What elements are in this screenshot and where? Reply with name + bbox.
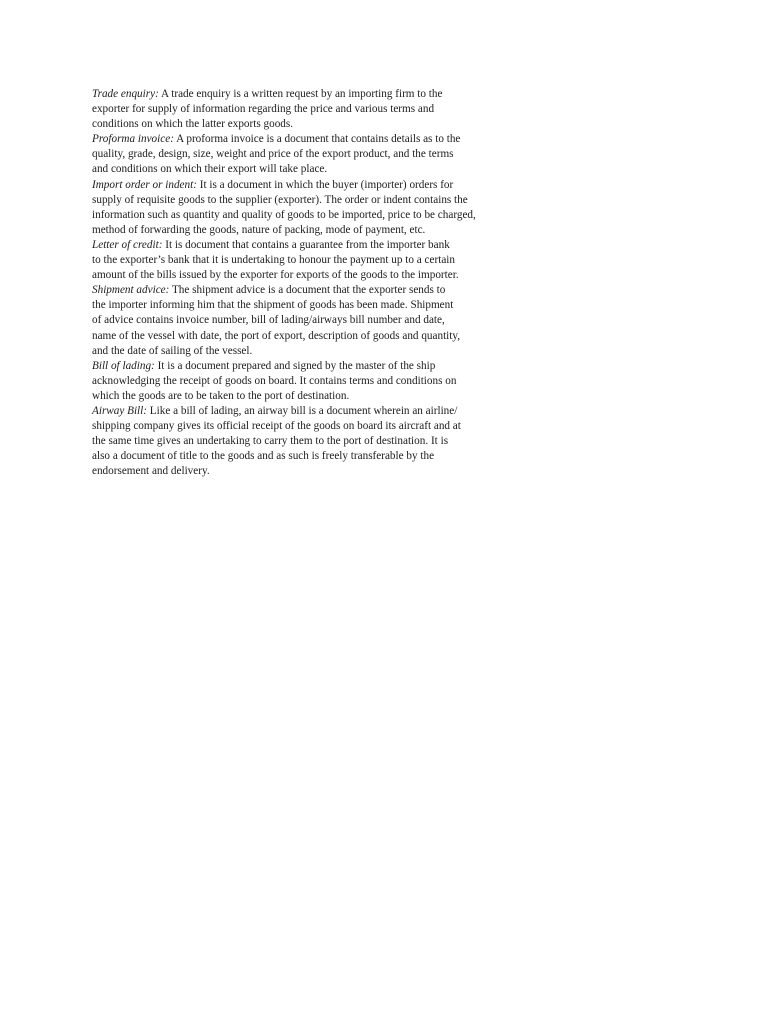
entry-text: endorsement and delivery. — [92, 465, 210, 478]
entry-shipment-advice — [92, 283, 522, 358]
entry-line — [92, 419, 522, 434]
entry-line — [92, 389, 522, 404]
entry-line — [92, 329, 522, 344]
entry-text: also a document of title to the goods and as such is freely transferable by the — [92, 450, 435, 463]
entry-text: exporter for supply of information regarding the price and various terms and — [92, 103, 435, 116]
entry-line — [92, 208, 522, 223]
entry-line — [92, 117, 522, 132]
entry-text: amount of the bills issued by the exporter for exports of the goods to the importer. — [92, 269, 459, 282]
entry-line — [92, 87, 522, 102]
entry-line — [92, 253, 522, 268]
entry-text: conditions on which the latter exports goods. — [92, 118, 294, 131]
entry-airway-bill — [92, 404, 522, 479]
entry-text: Like a bill of lading, an airway bill is a document wherein an airline/ — [147, 404, 458, 417]
entry-line — [92, 374, 522, 389]
entry-line — [92, 449, 522, 464]
entry-text: method of forwarding the goods, nature of packing, mode of payment, etc. — [92, 223, 426, 236]
entry-line — [92, 162, 522, 177]
entry-line — [92, 283, 522, 298]
document-text-block — [92, 87, 522, 479]
entry-line — [92, 268, 522, 283]
entry-term: Shipment advice: — [92, 284, 170, 297]
entry-line — [92, 464, 522, 479]
entry-text: to the exporter’s bank that it is undertaking to honour the payment up to a certain — [92, 254, 455, 267]
entry-text: of advice contains invoice number, bill of lading/airways bill number and date, — [92, 314, 445, 327]
entry-letter-of-credit — [92, 238, 522, 283]
entry-text: and the date of sailing of the vessel. — [92, 344, 253, 357]
entry-text: supply of requisite goods to the supplier (exporter). The order or indent contains the — [92, 193, 468, 206]
entry-line — [92, 102, 522, 117]
entry-text: the importer informing him that the shipment of goods has been made. Shipment — [92, 299, 454, 312]
entry-text: acknowledging the receipt of goods on board. It contains terms and conditions on — [92, 374, 457, 387]
entry-bill-of-lading — [92, 359, 522, 404]
entry-line — [92, 223, 522, 238]
entry-text: A proforma invoice is a document that contains details as to the — [173, 133, 461, 146]
entry-term: Bill of lading: — [92, 359, 155, 372]
entry-text: The shipment advice is a document that the exporter sends to — [169, 284, 446, 297]
entry-line — [92, 434, 522, 449]
entry-import-order-or-indent — [92, 178, 522, 238]
entry-line — [92, 404, 522, 419]
entry-line — [92, 313, 522, 328]
entry-trade-enquiry — [92, 87, 522, 132]
entry-text: It is document that contains a guarantee from the importer bank — [162, 238, 450, 251]
entry-text: information such as quantity and quality of goods to be imported, price to be charged, — [92, 208, 476, 221]
entry-text: and conditions on which their export will take place. — [92, 163, 328, 176]
entry-text: which the goods are to be taken to the port of destination. — [92, 389, 350, 402]
entry-line — [92, 193, 522, 208]
entry-text: It is a document prepared and signed by the master of the ship — [154, 359, 436, 372]
entry-proforma-invoice — [92, 132, 522, 177]
entry-line — [92, 359, 522, 374]
entry-text: the same time gives an undertaking to carry them to the port of destination. It is — [92, 435, 449, 448]
entry-text: name of the vessel with date, the port of export, description of goods and quantity, — [92, 329, 461, 342]
entry-text: It is a document in which the buyer (importer) orders for — [196, 178, 454, 191]
entry-term: Letter of credit: — [92, 238, 163, 251]
entry-line — [92, 298, 522, 313]
entry-line — [92, 238, 522, 253]
entry-line — [92, 132, 522, 147]
entry-term: Airway Bill: — [92, 404, 147, 417]
entry-term: Proforma invoice: — [92, 133, 174, 146]
entry-text: A trade enquiry is a written request by an importing firm to the — [158, 88, 443, 100]
entry-line — [92, 344, 522, 359]
entry-line — [92, 178, 522, 193]
entry-line — [92, 147, 522, 162]
entry-term: Trade enquiry: — [92, 88, 159, 100]
entry-term: Import order or indent: — [92, 178, 197, 191]
entry-text: shipping company gives its official receipt of the goods on board its aircraft and at — [92, 420, 461, 433]
entry-text: quality, grade, design, size, weight and price of the export product, and the terms — [92, 148, 454, 161]
